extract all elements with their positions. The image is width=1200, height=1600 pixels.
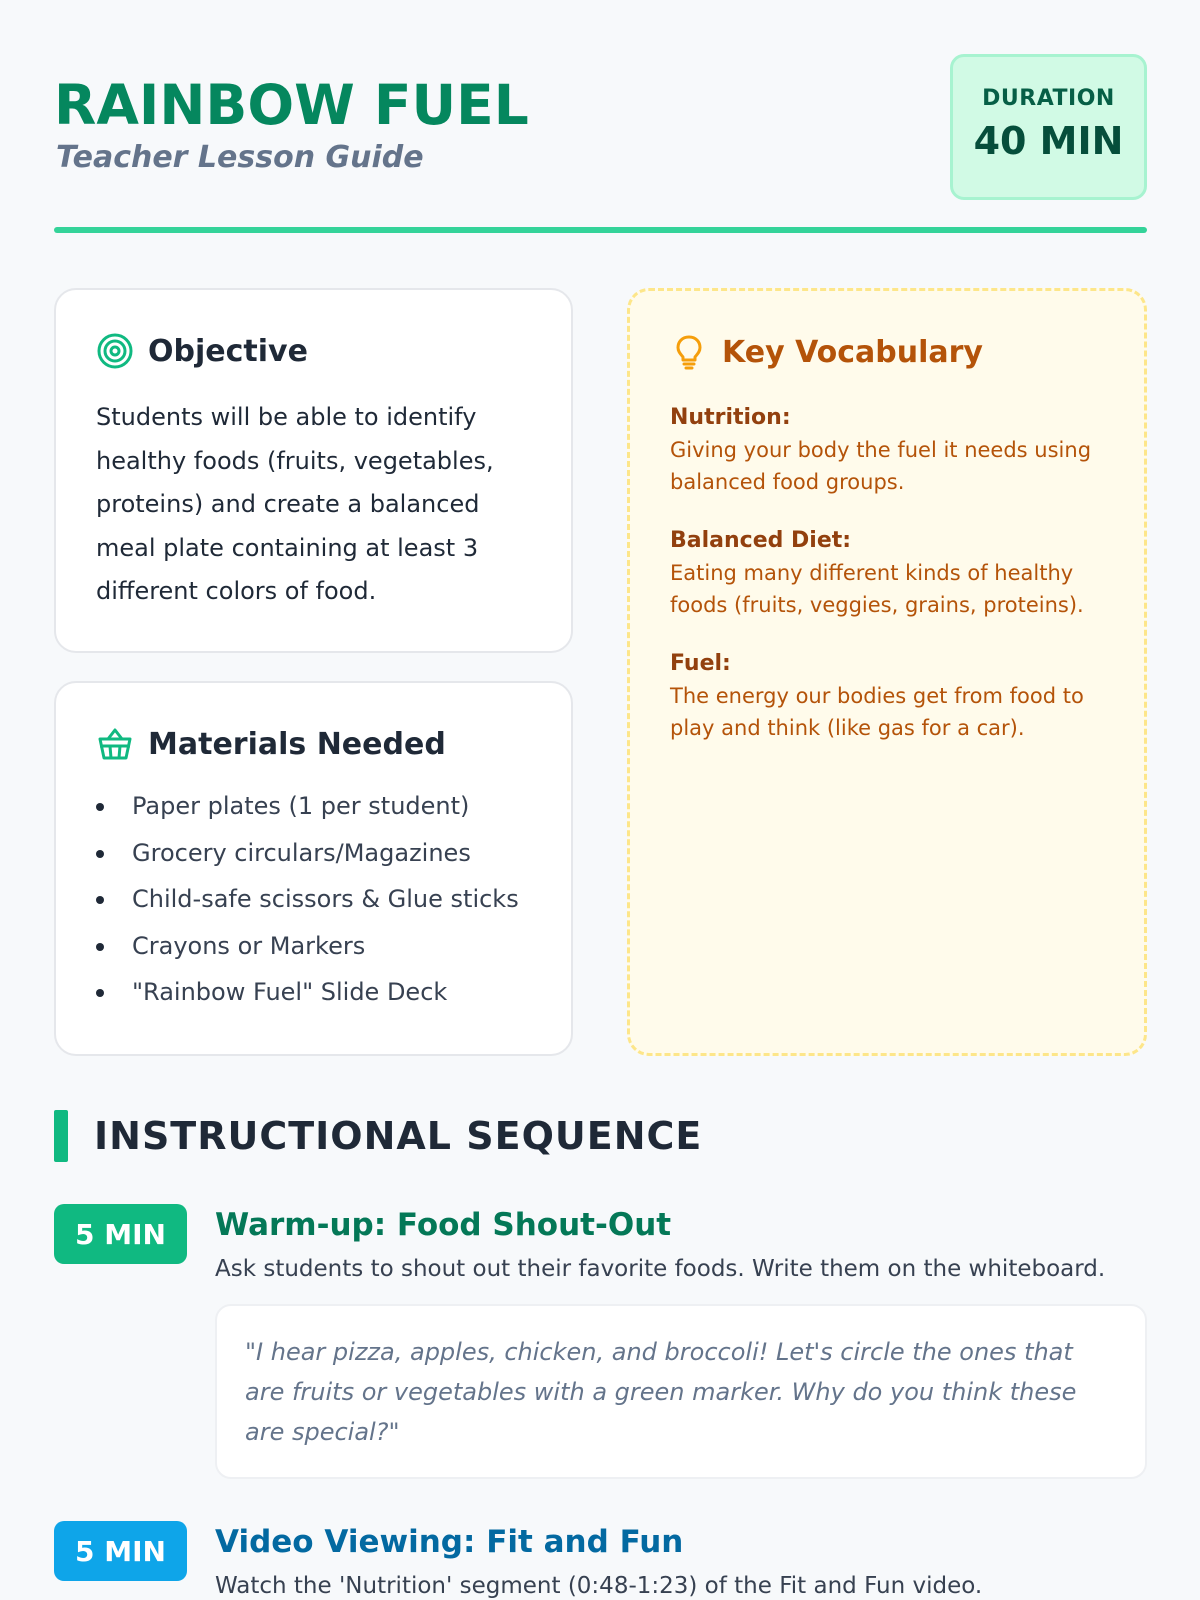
basket-icon [96, 725, 134, 763]
lesson-guide-page [54, 0, 1147, 1600]
vocabulary-title: Key Vocabulary [722, 334, 983, 370]
bullet-icon [96, 803, 104, 811]
duration-value: 40 MIN [973, 119, 1124, 163]
bullet-icon [96, 896, 104, 904]
objective-header [96, 332, 308, 370]
material-label: "Rainbow Fuel" Slide Deck [132, 978, 448, 1006]
step-time-badge: 5 MIN [54, 1204, 187, 1264]
step-time-badge: 5 MIN [54, 1521, 187, 1581]
vocab-definition: Giving your body the fuel it needs using balanced food groups. [670, 438, 1092, 494]
vocab-term: Fuel: [670, 651, 731, 676]
material-label: Grocery circulars/Magazines [132, 838, 471, 867]
vocab-definition: Eating many different kinds of healthy foods (fruits, veggies, grains, proteins). [670, 561, 1084, 617]
objective-card [54, 288, 573, 653]
vocab-term: Balanced Diet: [670, 528, 852, 553]
objective-title: Objective [148, 333, 308, 369]
list-item [96, 881, 556, 928]
material-label: Paper plates (1 per student) [132, 792, 470, 820]
vocab-entry [670, 649, 1110, 744]
duration-badge [950, 54, 1147, 200]
step-title: Warm-up: Food Shout-Out [215, 1207, 672, 1243]
target-icon [96, 332, 134, 370]
page-title: RAINBOW FUEL [54, 73, 529, 137]
step-description: Ask students to shout out their favorite foods. Write them on the whiteboard. [215, 1256, 1106, 1282]
vocabulary-card [627, 288, 1147, 1056]
page-subtitle: Teacher Lesson Guide [56, 140, 424, 175]
materials-header [96, 725, 446, 763]
step-description: Watch the 'Nutrition' segment (0:48-1:23) of the Fit and Fun video. [215, 1573, 983, 1599]
list-item [96, 788, 556, 835]
bullet-icon [96, 850, 104, 858]
duration-label: DURATION [982, 86, 1115, 111]
vocab-term: Nutrition: [670, 405, 791, 430]
materials-title: Materials Needed [148, 726, 446, 762]
teacher-script-text: "I hear pizza, apples, chicken, and broccoli! Let's circle the ones that are fruits or vegetables with a green marker. Why do you think these are special?" [245, 1338, 1077, 1446]
lightbulb-icon [670, 333, 708, 371]
objective-text: Students will be able to identify healthy foods (fruits, vegetables, proteins) and create a balanced meal plate containing at least 3 different colors of food. [96, 403, 494, 605]
material-label: Crayons or Markers [132, 931, 366, 960]
teacher-script-box [215, 1304, 1147, 1479]
list-item [96, 928, 556, 975]
vocabulary-list [670, 403, 1110, 772]
bullet-icon [96, 943, 104, 951]
bullet-icon [96, 989, 104, 997]
materials-list [96, 788, 556, 1021]
vocab-entry [670, 403, 1110, 498]
header-divider [54, 227, 1147, 233]
vocab-definition: The energy our bodies get from food to play and think (like gas for a car). [670, 684, 1084, 740]
material-label: Child-safe scissors & Glue sticks [132, 885, 519, 913]
list-item [96, 974, 556, 1021]
list-item [96, 835, 556, 882]
vocab-entry [670, 526, 1110, 621]
step-title: Video Viewing: Fit and Fun [215, 1524, 684, 1560]
section-accent-bar [54, 1110, 68, 1162]
vocabulary-header [670, 333, 983, 371]
materials-card [54, 681, 573, 1056]
section-title: INSTRUCTIONAL SEQUENCE [94, 1114, 703, 1158]
